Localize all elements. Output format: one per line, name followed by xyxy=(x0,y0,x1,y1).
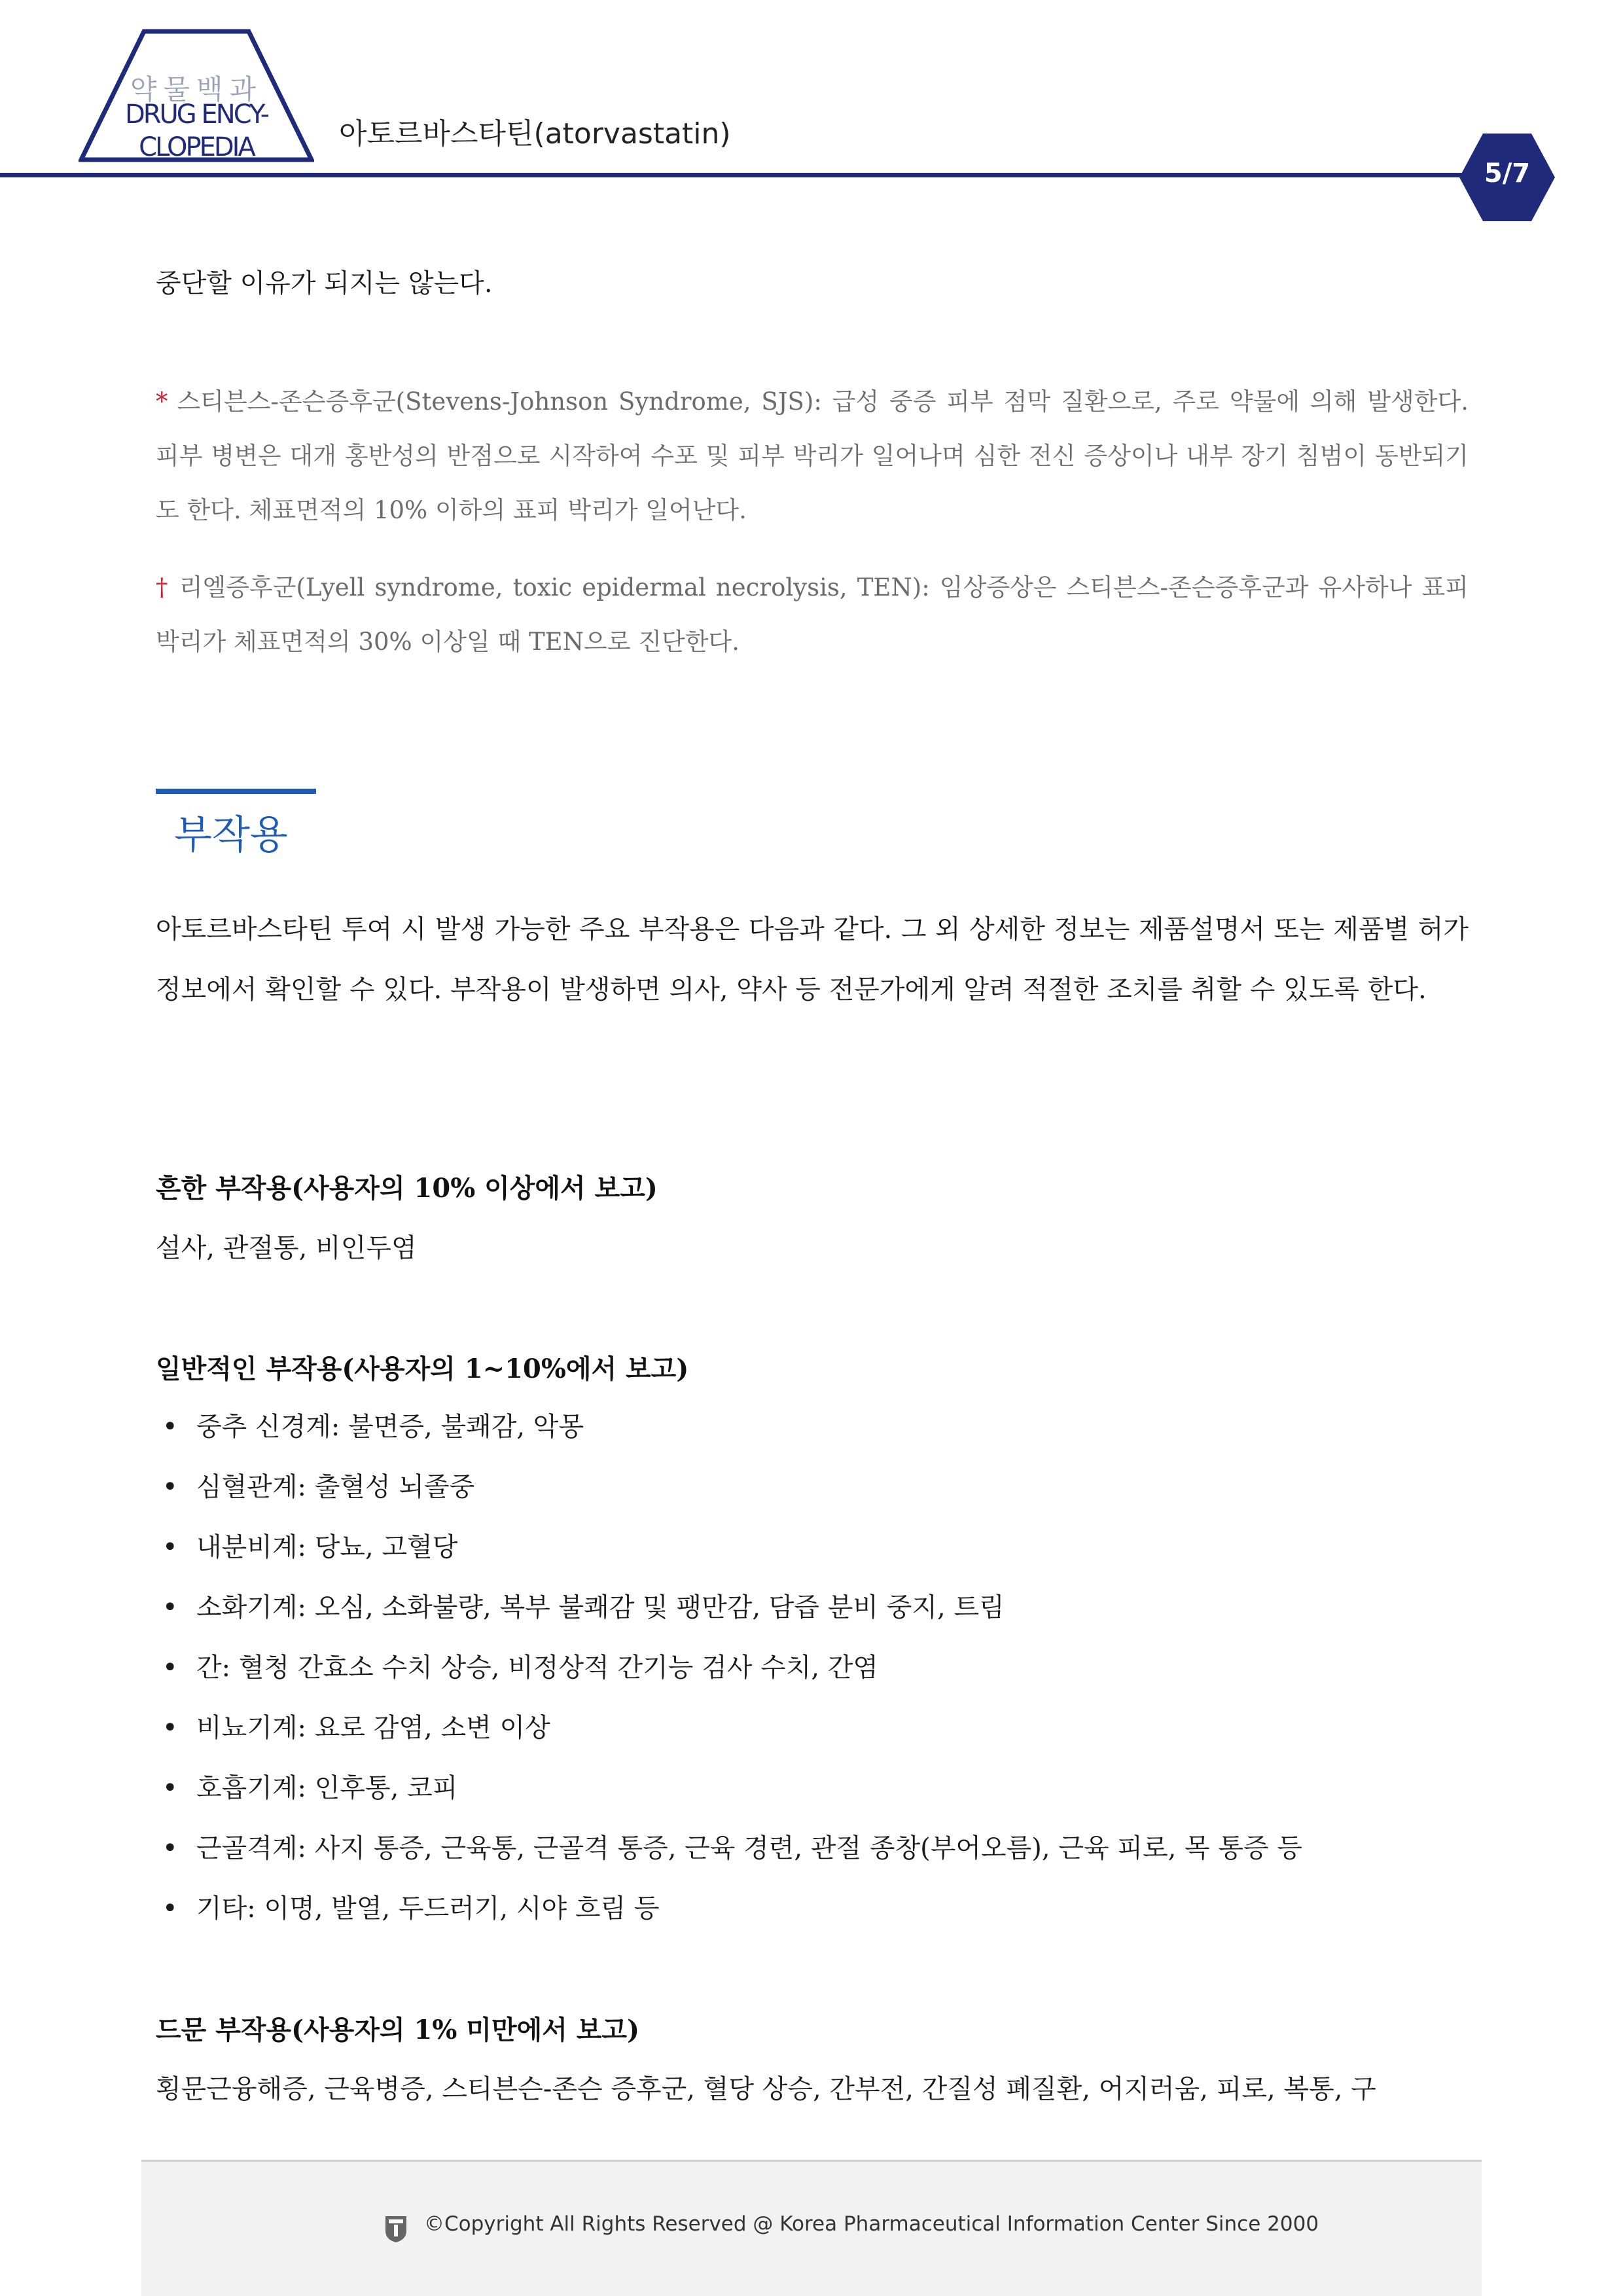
list-item-text: 내분비계: 당뇨, 고혈당 xyxy=(196,1532,458,1562)
bullet-mark: • xyxy=(162,1713,178,1743)
document-title: 아토르바스타틴(atorvastatin) xyxy=(339,117,731,151)
list-item xyxy=(156,1878,1302,1939)
list-item-text: 심혈관계: 출혈성 뇌졸중 xyxy=(196,1472,475,1502)
footnote-ten-text: 리엘증후군(Lyell syndrome, toxic epidermal necrolysis, TEN): 임상증상은 스티븐스-존슨증후군과 유사하나 표피 박리가 체표면적의 30% 이상일 때 TEN으로 진단한다. xyxy=(156,573,1469,656)
bullet-mark: • xyxy=(162,1773,178,1803)
list-item xyxy=(156,1517,1302,1577)
section-intro-paragraph: 아토르바스타틴 투여 시 발생 가능한 주요 부작용은 다음과 같다. 그 외 상세한 정보는 제품설명서 또는 제품별 허가정보에서 확인할 수 있다. 부작용이 발생하면 의사, 약사 등 전문가에게 알려 적절한 조치를 취할 수 있도록 한다. xyxy=(156,914,1469,1005)
list-item-text: 간: 혈청 간효소 수치 상승, 비정상적 간기능 검사 수치, 간염 xyxy=(196,1653,879,1683)
footnote-sjs-text: 스티븐스-존슨증후군(Stevens-Johnson Syndrome, SJS): 급성 중증 피부 점막 질환으로, 주로 약물에 의해 발생한다. 피부 병변은 대개 홍반성의 반점으로 시작하여 수포 및 피부 박리가 일어나며 심한 전신 증상이나 내부 장기 침범이 동반되기도 한다. 체표면적의 10% 이하의 표피 박리가 일어난다. xyxy=(156,387,1469,524)
rare-side-effects-text: 횡문근융해증, 근육병증, 스티븐슨-존슨 증후군, 혈당 상승, 간부전, 간질성 폐질환, 어지러움, 피로, 복통, 구 xyxy=(156,2074,1376,2104)
list-item xyxy=(156,1457,1302,1517)
continued-paragraph: 중단할 이유가 되지는 않는다. xyxy=(156,268,493,298)
general-side-effects-heading: 일반적인 부작용(사용자의 1~10%에서 보고) xyxy=(156,1354,689,1384)
footer-copyright: ©Copyright All Rights Reserved @ Korea Pharmaceutical Information Center Since 2000 xyxy=(424,2212,1319,2236)
bullet-mark: • xyxy=(162,1532,178,1562)
section-title: 부작용 xyxy=(174,812,288,858)
footnote-dagger-mark: † xyxy=(156,573,170,601)
list-item xyxy=(156,1638,1302,1698)
footnote-asterisk-mark: * xyxy=(156,387,168,416)
logo-english-line1: DRUG ENCY- xyxy=(124,99,268,130)
bullet-mark: • xyxy=(162,1833,178,1863)
list-item-text: 기타: 이명, 발열, 두드러기, 시야 흐림 등 xyxy=(196,1893,660,1924)
list-item xyxy=(156,1758,1302,1818)
bullet-mark: • xyxy=(162,1592,178,1623)
list-item-text: 호흡기계: 인후통, 코피 xyxy=(196,1773,458,1803)
common-side-effects-text: 설사, 관절통, 비인두염 xyxy=(156,1233,417,1263)
list-item xyxy=(156,1698,1302,1758)
bullet-mark: • xyxy=(162,1653,178,1683)
rare-side-effects-heading: 드문 부작용(사용자의 1% 미만에서 보고) xyxy=(156,2015,639,2045)
footnote-ten xyxy=(156,560,1469,669)
logo-korean-text: 약물백과 xyxy=(130,73,263,105)
bullet-mark: • xyxy=(162,1893,178,1924)
list-item-text: 중추 신경계: 불면증, 불쾌감, 악몽 xyxy=(196,1412,584,1442)
logo-english-line2: CLOPEDIA xyxy=(139,132,254,162)
footnote-sjs xyxy=(156,374,1469,537)
list-item xyxy=(156,1577,1302,1638)
general-side-effects-list xyxy=(156,1397,1302,1939)
list-item xyxy=(156,1818,1302,1878)
bullet-mark: • xyxy=(162,1472,178,1502)
list-item xyxy=(156,1397,1302,1457)
list-item-text: 비뇨기계: 요로 감염, 소변 이상 xyxy=(196,1713,550,1743)
page-number: 5/7 xyxy=(1484,158,1531,188)
section-accent-bar xyxy=(156,789,316,794)
list-item-text: 근골격계: 사지 통증, 근육통, 근골격 통증, 근육 경련, 관절 종창(부어오름), 근육 피로, 목 통증 등 xyxy=(196,1833,1303,1863)
kpic-emblem-icon xyxy=(383,2214,409,2244)
list-item-text: 소화기계: 오심, 소화불량, 복부 불쾌감 및 팽만감, 담즙 분비 중지, 트림 xyxy=(196,1592,1005,1623)
footer-rule xyxy=(141,2160,1482,2162)
bullet-mark: • xyxy=(162,1412,178,1442)
common-side-effects-heading: 흔한 부작용(사용자의 10% 이상에서 보고) xyxy=(156,1173,658,1204)
